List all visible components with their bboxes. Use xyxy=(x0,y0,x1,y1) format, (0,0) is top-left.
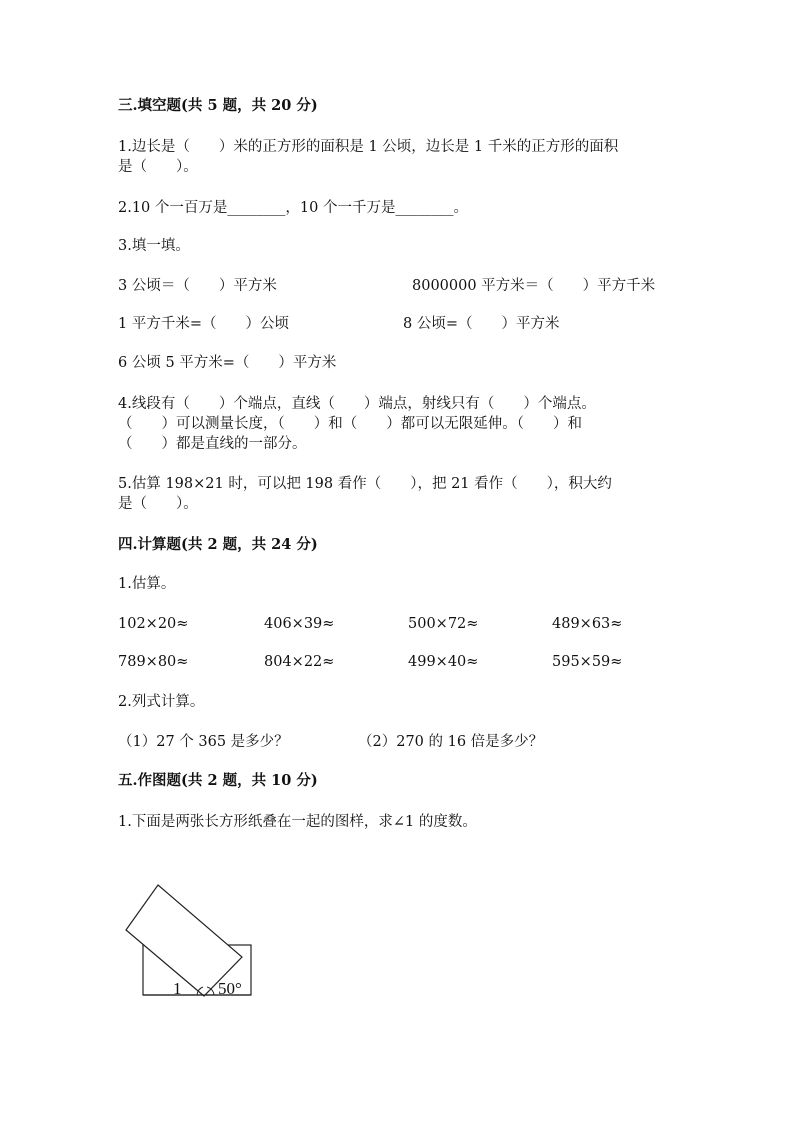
estimate-item: 595×59≈ xyxy=(552,654,623,670)
q1-line1: 1.边长是（ ）米的正方形的面积是 1 公顷，边长是 1 千米的正方形的面积 xyxy=(118,139,619,155)
estimate-item: 499×40≈ xyxy=(408,654,479,670)
calc-q2-a: （1）27 个 365 是多少？ xyxy=(118,734,289,750)
section3-title: 三.填空题(共 5 题，共 20 分) xyxy=(118,97,318,114)
q4-line3: （ ）都是直线的一部分。 xyxy=(118,436,307,452)
q2-line1: 2.10 个一百万是________，10 个一千万是________。 xyxy=(118,200,468,216)
section4-title: 四.计算题(共 2 题，共 24 分) xyxy=(118,536,318,553)
estimate-item: 489×63≈ xyxy=(552,616,623,632)
q5-line1: 5.估算 198×21 时，可以把 198 看作（ ），把 21 看作（ ），积大约 xyxy=(118,476,612,492)
estimate-item: 406×39≈ xyxy=(264,616,335,632)
angle-1-label: 1 xyxy=(173,979,182,998)
q1-line2: 是（ ）。 xyxy=(118,159,198,175)
estimate-item: 102×20≈ xyxy=(118,616,189,632)
q3-title: 3.填一填。 xyxy=(118,238,190,254)
calc-q2-b: （2）270 的 16 倍是多少？ xyxy=(358,734,544,750)
calc-q1-title: 1.估算。 xyxy=(118,576,176,592)
q5-line2: 是（ ）。 xyxy=(118,496,198,512)
q3-item-a: 3 公顷＝（ ）平方米 xyxy=(118,278,277,294)
estimate-item: 500×72≈ xyxy=(408,616,479,632)
q3-item-d: 8 公顷=（ ）平方米 xyxy=(403,316,560,332)
q3-item-b: 8000000 平方米＝（ ）平方千米 xyxy=(412,278,656,294)
angle-50-label: 50° xyxy=(218,979,242,998)
q3-item-c: 1 平方千米=（ ）公顷 xyxy=(118,316,289,332)
q4-line2: （ ）可以测量长度，（ ）和（ ）都可以无限延伸。（ ）和 xyxy=(118,416,582,432)
overlapping-rectangles-figure xyxy=(118,880,268,1005)
section5-title: 五.作图题(共 2 题，共 10 分) xyxy=(118,772,318,789)
q3-item-e: 6 公顷 5 平方米=（ ）平方米 xyxy=(118,355,337,371)
calc-q2-title: 2.列式计算。 xyxy=(118,694,205,710)
q4-line1: 4.线段有（ ）个端点，直线（ ）端点，射线只有（ ）个端点。 xyxy=(118,396,596,412)
draw-q1-title: 1.下面是两张长方形纸叠在一起的图样，求∠1 的度数。 xyxy=(118,814,477,830)
estimate-item: 789×80≈ xyxy=(118,654,189,670)
estimate-item: 804×22≈ xyxy=(264,654,335,670)
